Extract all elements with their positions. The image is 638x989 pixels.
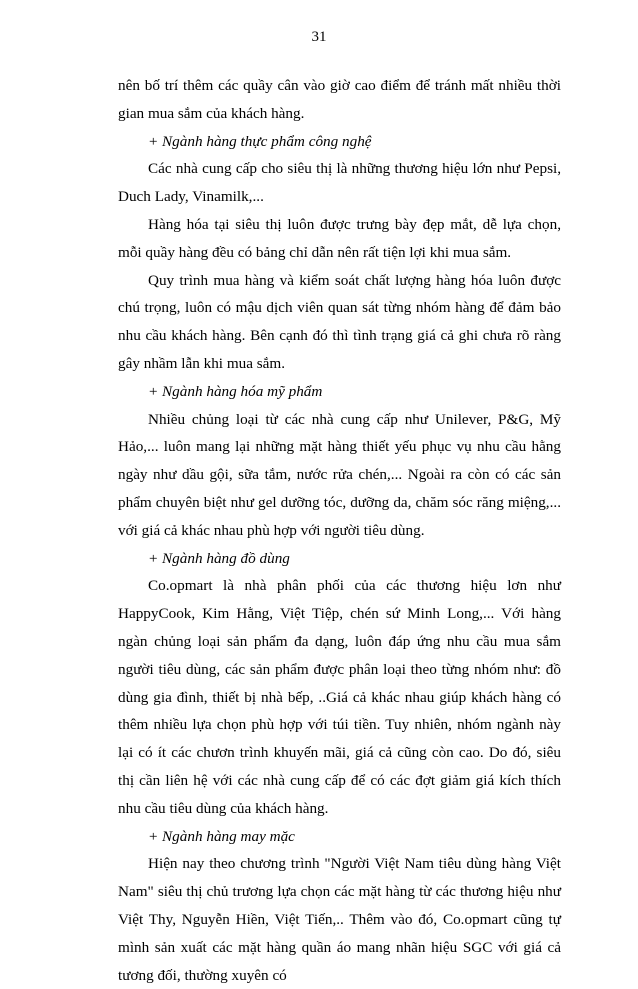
section-heading: + Ngành hàng đồ dùng bbox=[148, 549, 290, 567]
paragraph: nên bố trí thêm các quầy cân vào giờ cao điểm để tránh mất nhiều thời gian mua sắm của khách hàng. bbox=[118, 77, 561, 122]
paragraph: Các nhà cung cấp cho siêu thị là những thương hiệu lớn như Pepsi, Duch Lady, Vinamilk,... bbox=[118, 160, 561, 206]
page-body bbox=[118, 72, 561, 989]
section-heading: + Ngành hàng may mặc bbox=[148, 827, 295, 845]
paragraph: Quy trình mua hàng và kiểm soát chất lượng hàng hóa luôn được chú trọng, luôn có mậu dịch viên quan sát từng nhóm hàng để đảm bảo nhu cầu khách hàng. Bên cạnh đó thì tình trạng giá cả ghi chưa rõ ràng gây nhầm lẫn khi mua sắm. bbox=[118, 271, 561, 372]
paragraph: Co.opmart là nhà phân phối của các thương hiệu lơn như HappyCook, Kim Hằng, Việt Tiệp, chén sứ Minh Long,... Với hàng ngàn chủng loại sản phẩm đa dạng, luôn đáp ứng nhu cầu mua sắm người tiêu dùng, các sản phẩm được phân loại theo từng nhóm như: đồ dùng gia đình, thiết bị nhà bếp, ..Giá cả khác nhau giúp khách hàng có thêm nhiều lựa chọn phù hợp với túi tiền. Tuy nhiên, nhóm ngành này lại có ít các chươn trình khuyến mãi, giá cả cũng còn cao. Do đó, siêu thị cần liên hệ với các nhà cung cấp để có các đợt giảm giá kích thích nhu cầu tiêu dùng của khách hàng. bbox=[118, 577, 561, 817]
section-heading: + Ngành hàng thực phẩm công nghệ bbox=[148, 132, 372, 150]
paragraph: Nhiều chủng loại từ các nhà cung cấp như Unilever, P&G, Mỹ Hảo,... luôn mang lại những mặt hàng thiết yếu phục vụ nhu cầu hằng ngày như dầu gội, sữa tắm, nước rửa chén,... Ngoài ra còn có các sản phẩm chuyên biệt như gel dưỡng tóc, dưỡng da, chăm sóc răng miệng,... với giá cả khác nhau phù hợp với người tiêu dùng. bbox=[118, 410, 561, 539]
page-number: 31 bbox=[311, 29, 327, 45]
paragraph: Hiện nay theo chương trình "Người Việt Nam tiêu dùng hàng Việt Nam" siêu thị chủ trương lựa chọn các mặt hàng từ các thương hiệu như Việt Thy, Nguyễn Hiền, Việt Tiến,.. Thêm vào đó, Co.opmart cũng tự mình sản xuất các mặt hàng quần áo mang nhãn hiệu SGC với giá cả tương đối, thường xuyên có bbox=[118, 855, 561, 984]
paragraph: Hàng hóa tại siêu thị luôn được trưng bày đẹp mắt, dễ lựa chọn, mỗi quầy hàng đều có bảng chỉ dẫn nên rất tiện lợi khi mua sắm. bbox=[118, 215, 561, 261]
section-heading: + Ngành hàng hóa mỹ phẩm bbox=[148, 382, 323, 400]
